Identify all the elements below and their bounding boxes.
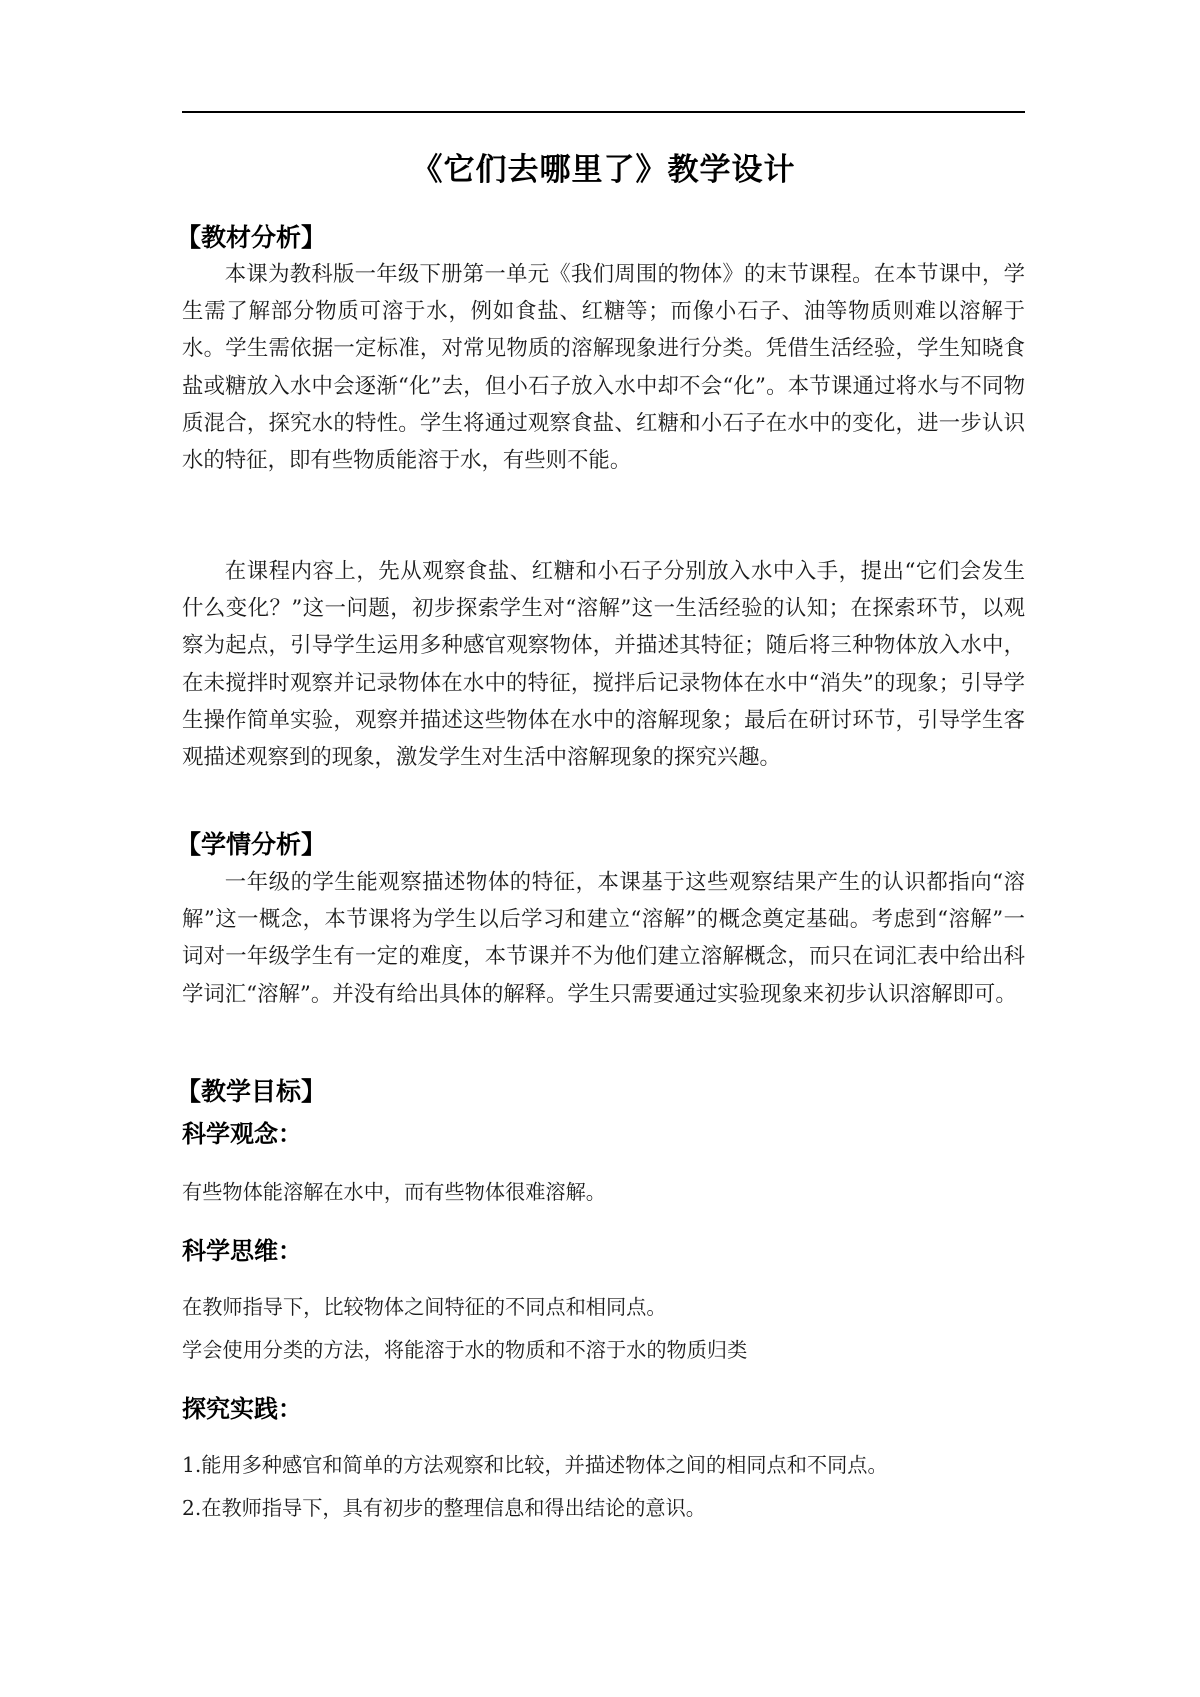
header-rule: [182, 111, 1025, 113]
document-title: 《它们去哪里了》教学设计: [411, 152, 796, 188]
subheading-inquiry-practice: 探究实践：: [182, 1395, 302, 1423]
inquiry-practice-line-2: 2.在教师指导下，具有初步的整理信息和得出结论的意识。: [182, 1496, 706, 1520]
paragraph-material-analysis-1: 本课为教科版一年级下册第一单元《我们周围的物体》的末节课程。在本节课中，学生需了解部分物质可溶于水，例如食盐、红糖等；而像小石子、油等物质则难以溶解于水。学生需依据一定标准，对常见物质的溶解现象进行分类。凭借生活经验，学生知晓食盐或糖放入水中会逐渐“化”去，但小石子放入水中却不会“化”。本节课通过将水与不同物质混合，探究水的特性。学生将通过观察食盐、红糖和小石子在水中的变化，进一步认识水的特征，即有些物质能溶于水，有些则不能。: [182, 262, 1025, 474]
heading-material-analysis: 【教材分析】: [176, 223, 327, 252]
science-thinking-line-2: 学会使用分类的方法，将能溶于水的物质和不溶于水的物质归类: [182, 1338, 748, 1362]
science-concept-line: 有些物体能溶解在水中，而有些物体很难溶解。: [182, 1180, 606, 1204]
subheading-science-concept: 科学观念：: [182, 1120, 302, 1148]
subheading-science-thinking: 科学思维：: [182, 1237, 302, 1265]
heading-student-analysis: 【学情分析】: [176, 830, 327, 859]
heading-teaching-goals: 【教学目标】: [176, 1077, 327, 1106]
paragraph-student-analysis: 一年级的学生能观察描述物体的特征，本课基于这些观察结果产生的认识都指向“溶解”这一概念，本节课将为学生以后学习和建立“溶解”的概念奠定基础。考虑到“溶解”一词对一年级学生有一定的难度，本节课并不为他们建立溶解概念，而只在词汇表中给出科学词汇“溶解”。并没有给出具体的解释。学生只需要通过实验现象来初步认识溶解即可。: [182, 870, 1025, 1007]
inquiry-practice-line-1: 1.能用多种感官和简单的方法观察和比较，并描述物体之间的相同点和不同点。: [182, 1453, 888, 1477]
science-thinking-line-1: 在教师指导下，比较物体之间特征的不同点和相同点。: [182, 1295, 667, 1319]
paragraph-material-analysis-2: 在课程内容上，先从观察食盐、红糖和小石子分别放入水中入手，提出“它们会发生什么变化？”这一问题，初步探索学生对“溶解”这一生活经验的认知；在探索环节，以观察为起点，引导学生运用多种感官观察物体，并描述其特征；随后将三种物体放入水中，在未搅拌时观察并记录物体在水中的特征，搅拌后记录物体在水中“消失”的现象；引导学生操作简单实验，观察并描述这些物体在水中的溶解现象；最后在研讨环节，引导学生客观描述观察到的现象，激发学生对生活中溶解现象的探究兴趣。: [182, 559, 1025, 771]
